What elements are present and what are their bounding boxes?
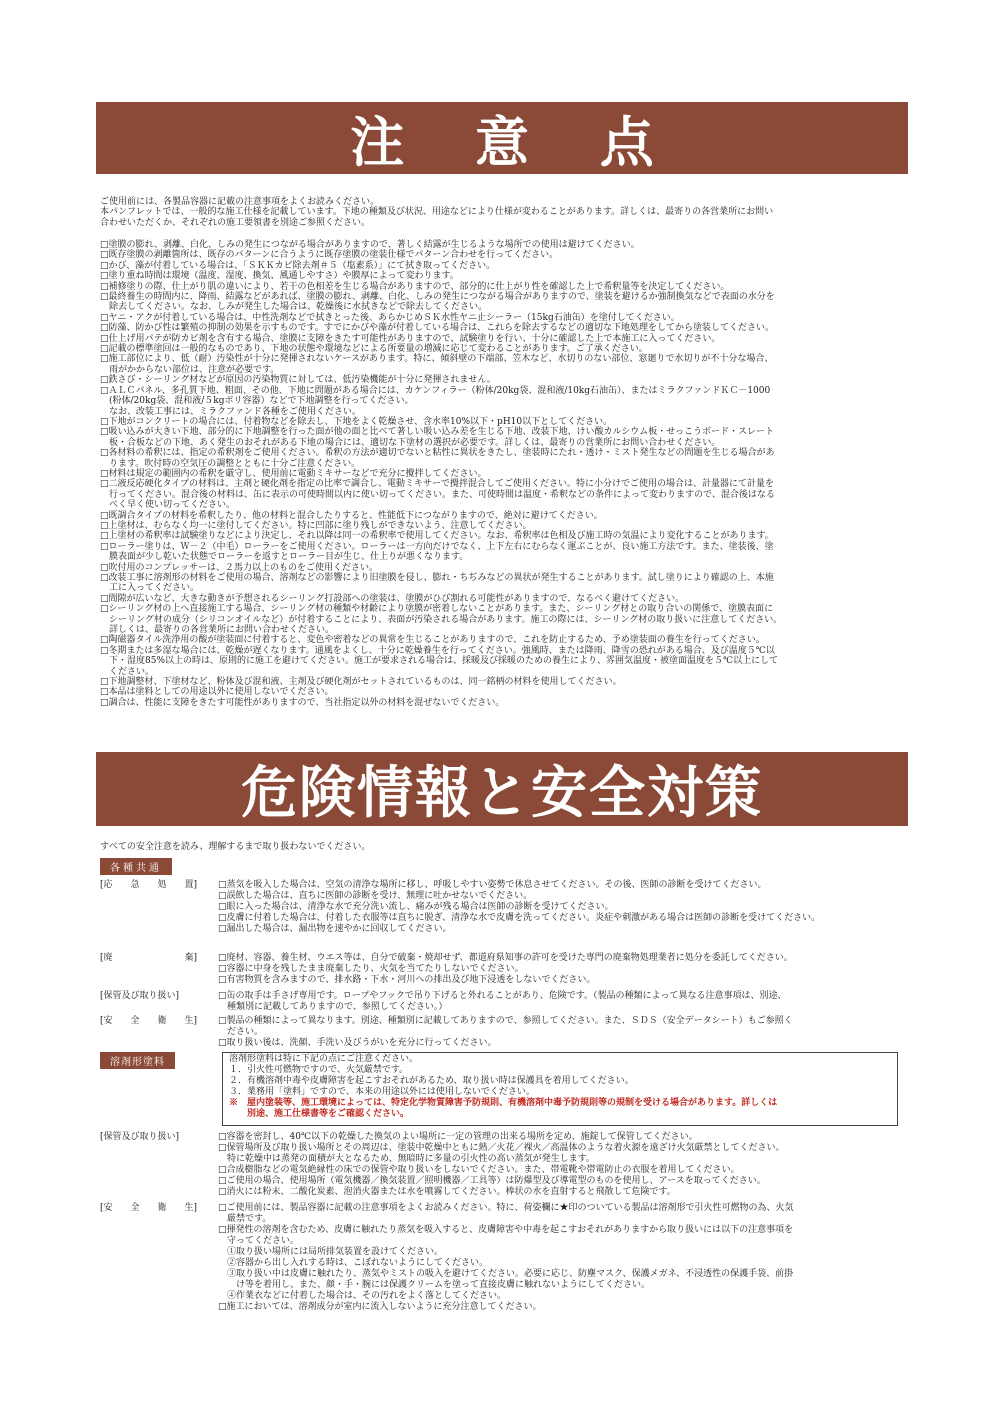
common-storage-line: □缶の取手は手さげ専用です。ロープやフックで吊り下げると外れることがあり、危険です。（製品の種類によって異なる注意事項は、別途、: [218, 991, 787, 1001]
caution-note: シーリング材の成分（シリコンオイルなど）が付着することにより、表面が汚染される場合があります。施工の際には、シーリング材の取り扱いに注意してください。: [100, 614, 783, 625]
caution-note: ります。吹付時の空気圧の調整とともに十分ご注意ください。: [100, 458, 361, 469]
common-hygiene-body: [218, 1016, 908, 1049]
solvent-storage-line: □消火には粉末、二酸化炭素、泡消火器または水を噴霧してください。棒状の水を直射すると飛散して危険です。: [218, 1187, 676, 1197]
safety-intro: すべての安全注意を読み、理解するまで取り扱わないでください。: [100, 842, 371, 852]
solvent-storage-line: □合成樹脂などの電気絶縁性の床での保管や取り扱いをしないでください。また、帯電靴や帯電防止の衣服を着用してください。: [218, 1165, 740, 1175]
intro-line: 合わせいただくか、それぞれの施工要領書を別途ご参照ください。: [100, 217, 371, 228]
solvent-box-line: 溶剤形塗料は特に下記の点にご注意ください。: [229, 1054, 419, 1064]
solvent-hygiene-line: 厳禁です。: [218, 1214, 272, 1224]
caution-note: □既調合タイプの材料を希釈したり、他の材料と混合したりすると、性能低下につながりますので、絶対に避けてください。: [100, 510, 603, 521]
solvent-storage-line: 特に乾燥中は蒸発の面積が大となるため、無暗時に多量の引火性の高い蒸気が発生します。: [218, 1154, 595, 1164]
solvent-hygiene-line: □施工においては、溶剤成分が室内に流入しないように充分注意してください。: [218, 1302, 542, 1312]
caution-note: 行ってください。混合後の材料は、缶に表示の可使時間以内に使い切ってください。また、可使時間は温度・希釈などの条件によって変わりますので、混合後はなる: [100, 489, 775, 500]
common-hygiene-line: □製品の種類によって異なります。別途、種類別に記載してありますので、参照してください。また、ＳＤＳ（安全データシート）もご参照く: [218, 1016, 793, 1026]
caution-note: (粉体/20kg袋、混和液/５kgポリ容器）などで下地調整を行ってください。: [100, 396, 414, 407]
caution-note: □塗膜の膨れ、剥離、白化、しみの発生につながる場合がありますので、著しく結露が生じるような場所での使用は避けてください。: [100, 240, 640, 250]
disposal-line: □廃材、容器、養生材、ウエス等は、自分で破棄・焼却せず、都道府県知事の許可を受けた専門の廃棄物処理業者に処分を委託してください。: [218, 953, 793, 963]
caution-note: □鉄さび・シーリング材などが原因の汚染物質に対しては、低汚染機能が十分に発揮されません。: [100, 375, 496, 386]
caution-note: □吹付用のコンプレッサーは、２馬力以上のものをご使用ください。: [100, 562, 379, 573]
solvent-storage-label: [保管及び取り扱い]: [100, 1132, 180, 1142]
solvent-storage: [100, 1132, 908, 1198]
common-hygiene-label: [安 全 衛 生]: [100, 1016, 198, 1026]
common-storage-body: [218, 991, 908, 1013]
solvent-storage-line: □容器を密封し、40℃以下の乾燥した換気のよい場所に一定の管理の出来る場所を定め、施錠して保管してください。: [218, 1132, 698, 1142]
disposal-line: □有害物質を含みますので、排水路・下水・河川への排出及び地下浸透をしないでください。: [218, 975, 596, 985]
caution-note: 板・合板などの下地、あく発生のおそれがある下地の場合には、適切な下塗材の選択が必要です。詳しくは、最寄りの営業所にお問い合わせください。: [100, 437, 721, 448]
caution-note: 雨がかからない部位は、注意が必要です。: [100, 364, 280, 375]
caution-note: □補修塗りの際、仕上がり肌の違いにより、若干の色相差を生じる場合がありますので、部分的に仕上がり性を確認した上で希釈量等を決定してください。: [100, 281, 730, 292]
caution-note: □ローラー塗りは、Ｗ－２（中毛）ローラーをご使用ください。ローラーは一方向だけでなく、上下左右にむらなく運ぶことが、良い施工方法です。また、塗装後、塗: [100, 541, 774, 552]
caution-note: □本品は塗料としての用途以外に使用しないでください。: [100, 687, 334, 698]
common-storage-label: [保管及び取り扱い]: [100, 991, 180, 1001]
caution-note: なお、改装工事には、ミラクファンド各種をご使用ください。: [100, 406, 361, 417]
caution-note: □上塗材は、むらなく均一に塗付してください。特に凹部に塗り残しができないよう、注意してください。: [100, 520, 532, 531]
solvent-hygiene-line: ②容器から出し入れする時は、こぼれないようにしてください。: [218, 1258, 489, 1268]
solvent-hygiene-line: 守ってください。: [218, 1236, 300, 1246]
intro-text: [100, 197, 908, 228]
caution-note: □吸い込みが大きい下地、部分的に下地調整を行った面が他の面と比べて著しい吸い込み差を生じる下地、改装下地、けい酸カルシウム板・せっこうボード・スレート: [100, 427, 775, 438]
common-hygiene-line: □取り扱い後は、洗顔、手洗い及びうがいを充分に行ってください。: [218, 1038, 497, 1048]
caution-banner: 注 意 点: [96, 102, 908, 174]
first-aid-body: [218, 880, 908, 935]
solvent-hygiene: [100, 1203, 908, 1313]
caution-note: 除去してください。なお、しみが発生した場合は、乾燥後に水拭きなどで除去してください。: [100, 302, 488, 313]
caution-note: □ヤニ・アクが付着している場合は、中性洗剤などで拭きとった後、あらかじめＳＫ水性ヤニ止シーラー（15kg石油缶）を塗付してください。: [100, 312, 680, 323]
first-aid-line: □誤飲した場合は、直ちに医師の診断を受け、無理に吐かせないでください。: [218, 891, 533, 901]
caution-note: □記載の標準塗回は一般的なものであり、下地の状態や環境などによる所要量の増減に応じて変わることがあります。ご了承ください。: [100, 344, 648, 355]
solvent-hygiene-line: け等を着用し、また、顔・手・腕には保護クリームを塗って直接皮膚に触れないようにしてください。: [218, 1280, 651, 1290]
caution-note: □ＡＬＣパネル、多孔質下地、粗面、その他、下地に問題がある場合には、カケンフィラー（粉体/20kg袋、混和液/10kg石油缶）、またはミラクファンドＫＣ－1000: [100, 385, 771, 396]
solvent-hygiene-line: ①取り扱い場所には局所排気装置を設けてください。: [218, 1247, 444, 1257]
caution-notes: [100, 240, 908, 708]
solvent-hygiene-line: ④作業衣などに付着した場合は、その汚れをよく落としてください。: [218, 1291, 507, 1301]
caution-note: □間隙が広いなど、大きな動きが予想されるシーリング打設部への塗装は、塗膜がひび割れる可能性がありますので、なるべく避けてください。: [100, 593, 685, 604]
caution-note: □施工部位により、低（耐）汚染性が十分に発揮されないケースがあります。特に、傾斜壁の下端部、笠木など、水切りのない部位、窓廻りで水切りが不十分な場合、: [100, 354, 774, 365]
section-common-label: 各種共通: [100, 858, 172, 875]
disposal: [100, 953, 908, 986]
caution-note: □上塗材の希釈率は試験塗りなどにより決定し、それ以降は同一の希釈率で使用してください。なお、希釈率は色相及び施工時の気温により変化することがあります。: [100, 531, 774, 542]
caution-note: □材料は規定の範囲内の希釈を厳守し、使用前に電動ミキサーなどで充分に攪拌してください。: [100, 468, 487, 479]
caution-note: □調合は、性能に支障をきたす可能性がありますので、当社指定以外の材料を混ぜないでください。: [100, 697, 505, 708]
disposal-body: [218, 953, 908, 986]
common-hygiene-line: ださい。: [218, 1027, 264, 1037]
caution-note: □既存塗膜の剥離箇所は、既存のパターンに合うように既存塗膜の塗装仕様でパターン合わせを行ってください。: [100, 250, 559, 261]
intro-line: ご使用前には、各製品容器に記載の注意事項をよくお読みください。: [100, 197, 380, 207]
solvent-box-line: ２．有機溶剤中毒や皮膚障害を起こすおそれがあるため、取り扱い時は保護具を着用してください。: [229, 1076, 634, 1086]
first-aid-line: □皮膚に付着した場合は、付着した衣服等は直ちに脱ぎ、清浄な水で皮膚を洗ってください。炎症や刺激がある場合は医師の診断を受けてください。: [218, 913, 821, 923]
common-hygiene: [100, 1016, 908, 1049]
caution-note: □各材料の希釈には、指定の希釈剤をご使用ください。希釈の方法が適切でないと粘性に異状をきたし、塗装時にたれ・透け・ミスト発生などの問題を生じる場合があ: [100, 448, 775, 459]
disposal-label: [廃 棄]: [100, 953, 198, 963]
solvent-warning-line: ※ 屋内塗装等、施工環境によっては、特定化学物質障害予防規則、有機溶剤中毒予防規則等の規制を受ける場合があります。詳しくは: [229, 1098, 778, 1108]
solvent-box-line: １．引火性可燃物ですので、火気厳禁です。: [229, 1065, 409, 1075]
caution-note: 下・湿度85%以上の時は、原則的に施工を避けてください。施工が要求される場合は、採暖及び採暖のための養生により、雰囲気温度・被塗面温度を５℃以上にして: [100, 656, 779, 667]
first-aid-label: [応 急 処 置]: [100, 880, 198, 890]
solvent-warning-line: 別途、施工仕様書等をご確認ください。: [229, 1109, 410, 1119]
solvent-hygiene-line: ③取り扱い中は皮膚に触れたり、蒸気やミストの吸入を避けてください。必要に応じ、防塵マスク、保護メガネ、不浸透性の保護手袋、前掛: [218, 1269, 794, 1279]
caution-note: □最終養生の時間内に、降雨、結露などがあれば、塗膜の膨れ、剥離、白化、しみの発生につながる場合がありますので、塗装を避けるか強制換気などで表面の水分を: [100, 292, 775, 303]
caution-note: □冬期または多湿な場合には、乾燥が遅くなります。通風をよくし、十分に乾燥養生を行ってください。強風時、または降雨、降雪の恐れがある場合、及び温度５℃以: [100, 645, 775, 656]
caution-note: 詳しくは、最寄りの各営業所にお問い合わせください。: [100, 625, 335, 636]
solvent-box-line: ３．業務用「塗料」ですので、本来の用途以外には使用しないでください。: [229, 1087, 535, 1097]
solvent-hygiene-line: □ご使用前には、製品容器に記載の注意事項をよくお読みください。特に、荷姿欄に★印のついている製品は溶剤形で引火性可燃物の為、火気: [218, 1203, 794, 1213]
caution-note: □塗り重ね時間は環境（温度、湿度、換気、風通しやすさ）や膜厚によって変わります。: [100, 271, 459, 282]
caution-note: □防藻、防かび性は繁殖の抑制の効果を示すものです。すでにかびや藻が付着している場合は、これらを除去するなどの適切な下地処理をしてから塗装してください。: [100, 323, 775, 334]
intro-line: 本パンフレットでは、一般的な施工仕様を記載しています。下地の種類及び状況、用途などにより仕様が変わることがあります。詳しくは、最寄りの各営業所にお問い: [100, 207, 774, 218]
first-aid-line: □眼に入った場合は、清浄な水で充分洗い流し、痛みが残る場合は医師の診断を受けてください。: [218, 902, 614, 912]
safety-banner: 危険情報と安全対策: [96, 752, 908, 826]
solvent-hygiene-line: □揮発性の溶剤を含むため、皮膚に触れたり蒸気を吸入すると、皮膚障害や中毒を起こすおそれがありますから取り扱いには以下の注意事項を: [218, 1225, 794, 1235]
caution-note: □陶磁器タイル洗浄用の酸が塗装面に付着すると、変色や密着などの異常を生じることがありますので、これを防止するため、予め塗装面の養生を行ってください。: [100, 635, 765, 646]
solvent-storage-line: □ご使用の場合、使用場所（電気機器／換気装置／照明機器／工具等）は防爆型及び導電型のものを使用し、アースを取ってください。: [218, 1176, 766, 1186]
caution-note: □改装工事に溶剤形の材料をご使用の場合、溶剤などの影響により旧塗膜を侵し、膨れ・ちぢみなどの異状が発生することがあります。試し塗りにより確認の上、本施: [100, 573, 774, 583]
first-aid-line: □漏出した場合は、漏出物を速やかに回収してください。: [218, 924, 452, 934]
common-storage-line: 種類別に記載してありますので、参照してください。）: [218, 1002, 448, 1012]
caution-note: □かび、藻が付着している場合は、「ＳＫＫカビ除去剤＃５（塩素系）」にて拭き取ってください。: [100, 260, 496, 271]
disposal-line: □容器に中身を残したまま廃棄したり、火気を当てたりしないでください。: [218, 964, 524, 974]
caution-note: 膜表面が少し乾いた状態でローラーを返すとローラー目が生じ、仕上りが悪くなります。: [100, 552, 469, 563]
caution-note: ください。: [100, 666, 155, 677]
solvent-storage-body: [218, 1132, 908, 1198]
caution-note: □シーリング材の上へ直接施工する場合、シーリング材の種類や材齢により塗膜が密着しないことがあります。また、シーリング材との取り合いの関係で、塗膜表面に: [100, 604, 774, 615]
caution-note: 工に入ってください。: [100, 583, 200, 594]
first-aid: [100, 880, 908, 935]
caution-note: □二液反応硬化タイプの材料は、主剤と硬化剤を指定の比率で調合し、電動ミキサーで攪拌混合してご使用ください。特に小分けでご使用の場合は、計量器にて計量を: [100, 479, 775, 490]
section-solvent-label: 溶剤形塗料: [100, 1052, 175, 1069]
caution-note: □下地がコンクリートの場合には、付着物などを除去し、下地をよく乾燥させ、含水率10%以下・pH10以下としてください。: [100, 416, 613, 427]
caution-note: □下地調整材、下塗材など、粉体及び混和液、主剤及び硬化剤がセットされているものは、同一銘柄の材料を使用してください。: [100, 677, 622, 688]
solvent-hygiene-label: [安 全 衛 生]: [100, 1203, 198, 1213]
solvent-hygiene-body: [218, 1203, 908, 1313]
common-storage: [100, 991, 908, 1013]
solvent-notice-box: [222, 1052, 898, 1126]
caution-note: □仕上げ用パテが防カビ剤を含有する場合、塗膜に支障をきたす可能性がありますので、試験塗りを行い、十分に確認した上で本施工に入ってください。: [100, 333, 721, 344]
solvent-storage-line: □保管場所及び取り扱い場所とその周辺は、塗装中乾燥中ともに熱／火花／裸火／高温体のような着火源を遠ざけ火気厳禁としてください。: [218, 1143, 785, 1153]
first-aid-line: □蒸気を吸入した場合は、空気の清浄な場所に移し、呼吸しやすい姿勢で休息させてください。その後、医師の診断を受けてください。: [218, 880, 767, 890]
caution-note: べく早く使い切ってください。: [100, 500, 236, 511]
